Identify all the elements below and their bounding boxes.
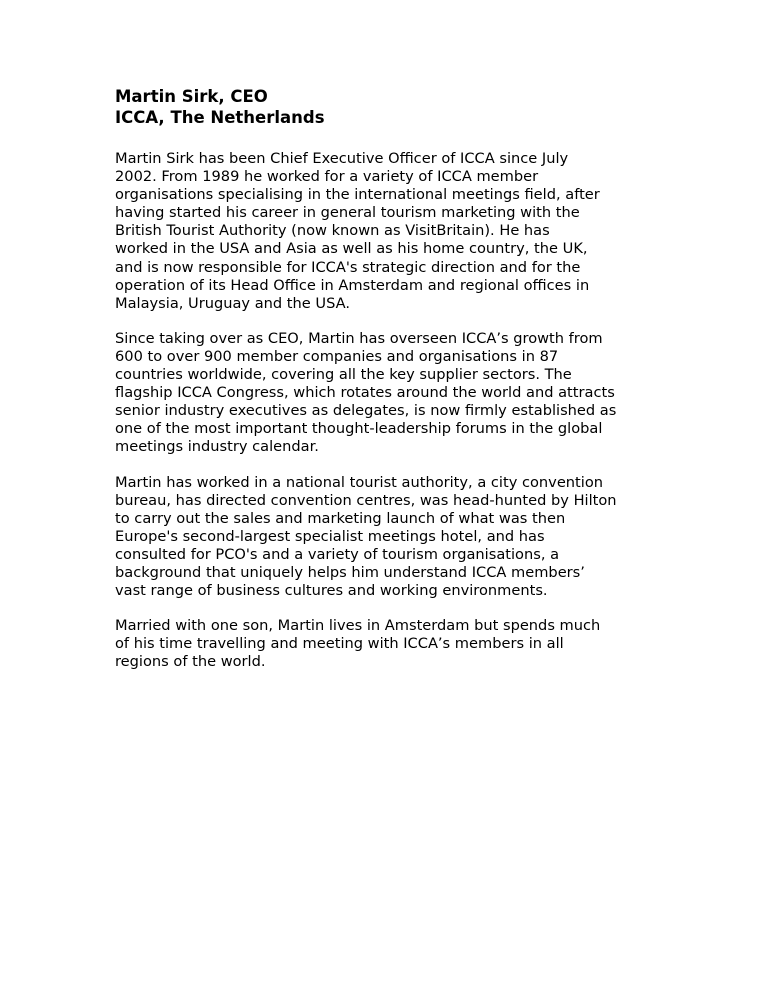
paragraph-career: Martin Sirk has been Chief Executive Officer of ICCA since July 2002. From 1989 he worked for a variety of ICCA member organisations specialising in the international meetings field, after having started his career in general tourism marketing with the British Tourist Authority (now known as VisitBritain). He has worked in the USA and Asia as well as his home country, the UK, and is now responsible for ICCA's strategic direction and for the operation of its Head Office in Amsterdam and regional offices in Malaysia, Uruguay and the USA.: [115, 150, 600, 312]
document-page: [115, 86, 675, 688]
document-title: [115, 86, 675, 128]
paragraph-personal: Married with one son, Martin lives in Amsterdam but spends much of his time travelling and meeting with ICCA’s members in all regions of the world.: [115, 617, 601, 671]
title-line-organisation: ICCA, The Netherlands: [115, 108, 325, 127]
paragraph-growth: Since taking over as CEO, Martin has overseen ICCA’s growth from 600 to over 900 member companies and organisations in 87 countries worldwide, covering all the key supplier sectors. The flagship ICCA Congress, which rotates around the world and attracts senior industry executives as delegates, is now firmly established as one of the most important thought-leadership forums in the global meetings industry calendar.: [115, 329, 617, 456]
title-line-name: Martin Sirk, CEO: [115, 87, 268, 106]
paragraph-background: Martin has worked in a national tourist authority, a city convention bureau, has directed convention centres, was head-hunted by Hilton to carry out the sales and marketing launch of what was then Europe's second-largest specialist meetings hotel, and has consulted for PCO's and a variety of tourism organisations, a background that uniquely helps him understand ICCA members’ vast range of business cultures and working environments.: [115, 473, 617, 600]
title-spacer: [115, 128, 675, 150]
